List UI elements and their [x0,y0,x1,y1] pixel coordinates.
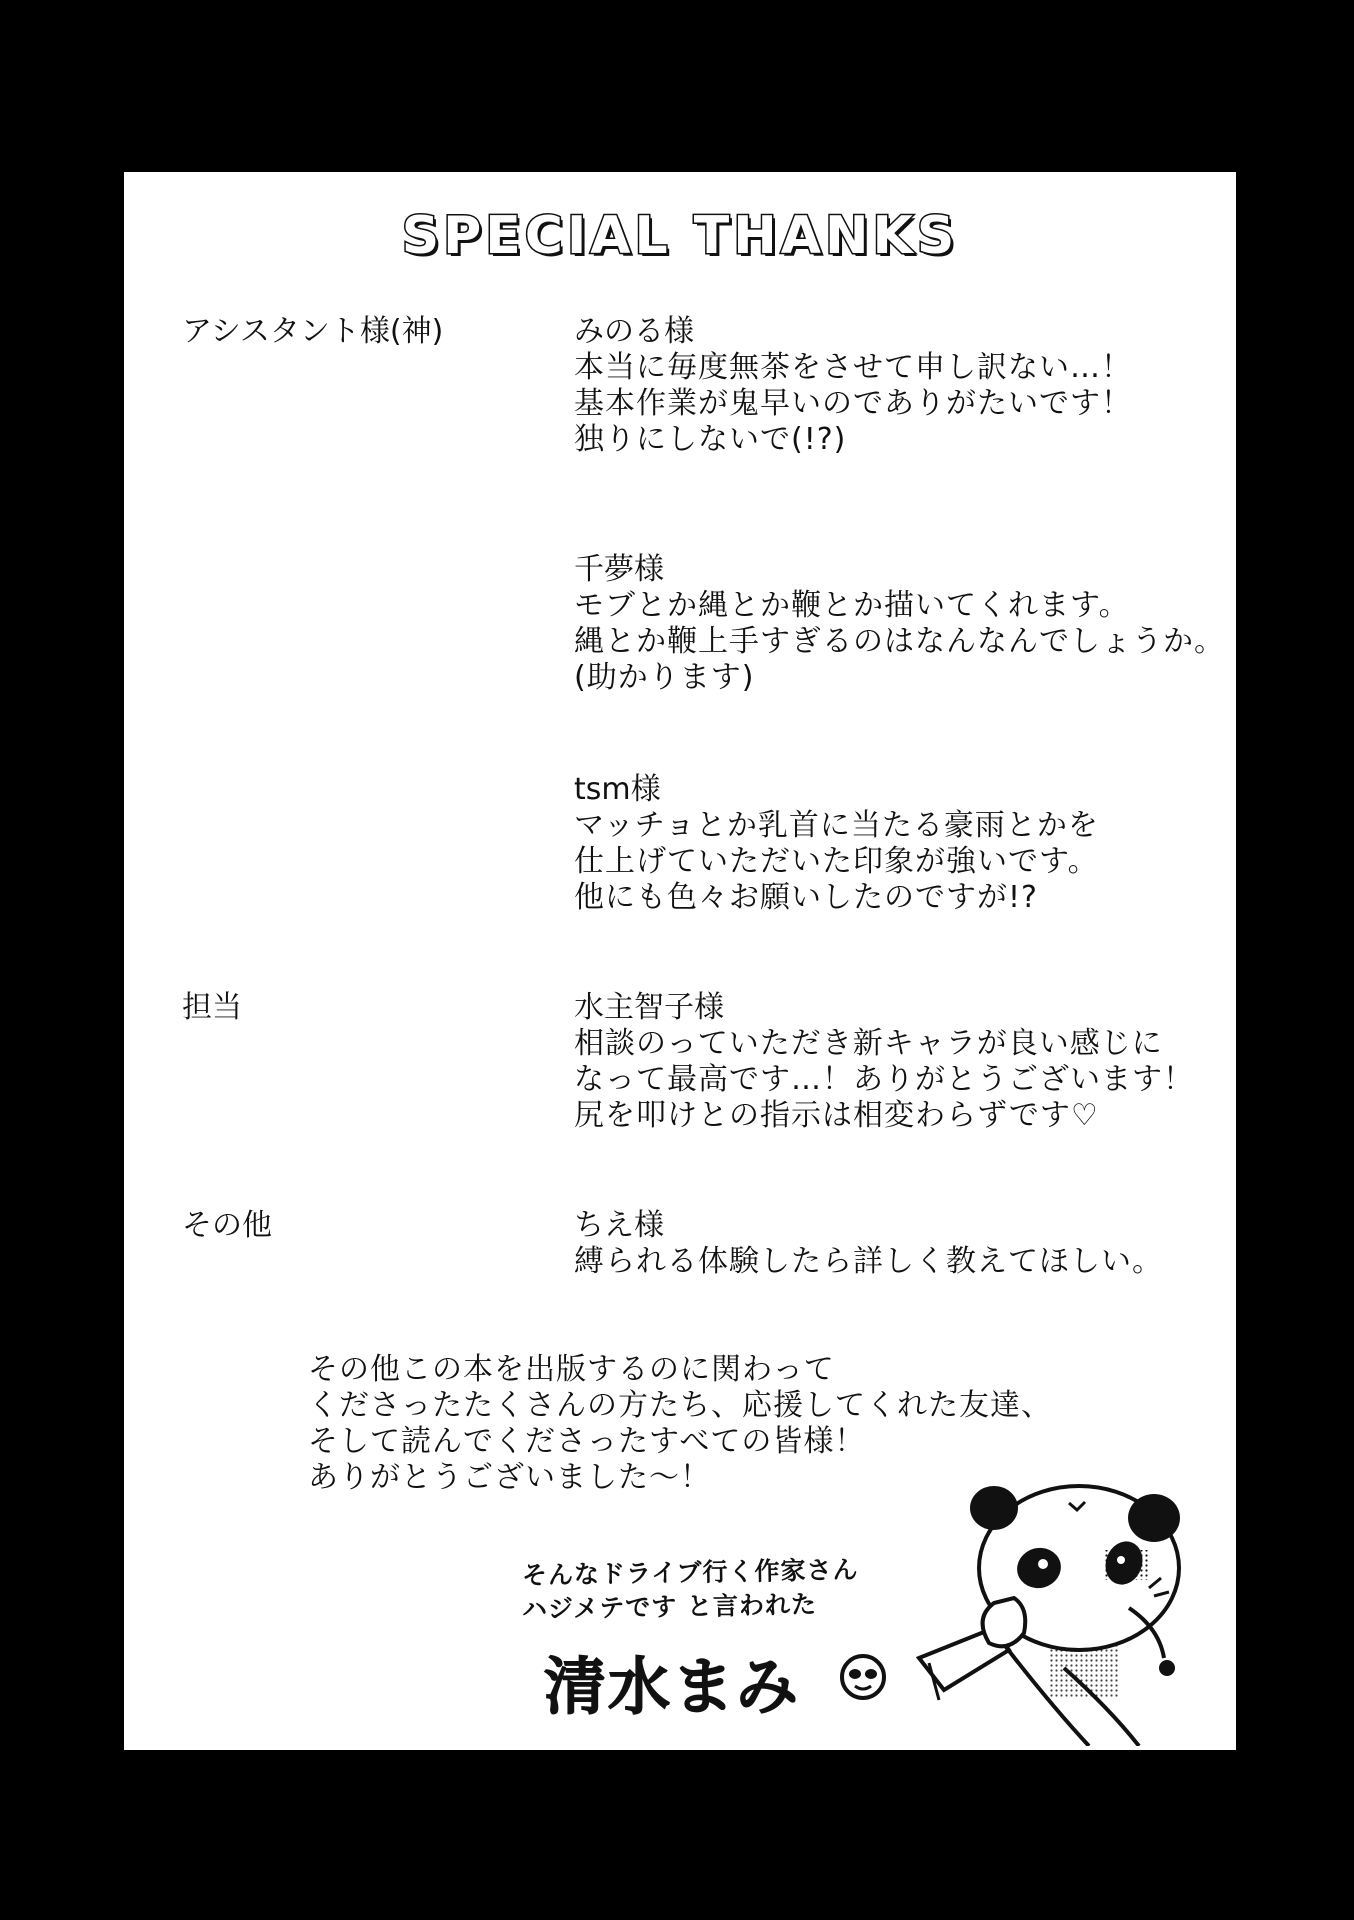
credit-line: 縄とか鞭上手すぎるのはなんなんでしょうか。 [574,624,1225,659]
credit-line: モブとか縄とか鞭とか描いてくれます。 [574,588,1130,623]
credit-line: 基本作業が鬼早いのでありがたいです！ [574,386,1132,421]
signoff-line: ハジメテです と言われた [521,1589,818,1624]
credit-name: 水主智子様 [574,990,724,1025]
panda-mascot-icon [899,1468,1229,1746]
credit-line: なって最高です…！ありがとうございます！ [574,1062,1194,1097]
credit-line: 独りにしないで(!?) [574,422,847,457]
role-editor: 担当 [182,990,242,1025]
credit-entry-editor [574,990,1224,1134]
credit-line: マッチョとか乳首に当たる豪雨とかを [574,808,1099,843]
closing-line: そして読んでくださったすべての皆様！ [308,1424,866,1459]
credit-entry-tsm [574,772,1224,916]
panda-face-icon [838,1652,888,1702]
author-signature: 清水まみ [544,1650,801,1723]
credit-name: 千夢様 [574,552,664,587]
credit-line: 縛られる体験したら詳しく教えてほしい。 [574,1244,1163,1279]
credit-line: 相談のっていただき新キャラが良い感じに [574,1026,1163,1061]
credit-entry-minoru [574,314,1224,458]
role-others: その他 [182,1208,272,1243]
credit-line: 仕上げていただいた印象が強いです。 [574,844,1099,879]
credit-entry-chiyume [574,552,1224,696]
role-assistant: アシスタント様(神) [182,314,444,349]
signoff-note [522,1556,859,1624]
credit-name: みのる様 [574,314,694,349]
credit-line: 本当に毎度無茶をさせて申し訳ない…！ [574,350,1132,385]
closing-line: その他この本を出版するのに関わって [308,1352,835,1387]
credit-name: ちえ様 [574,1208,664,1243]
credit-name: tsm様 [574,772,661,807]
credit-line: (助かります) [574,660,755,695]
signoff-line: そんなドライブ行く作家さん [521,1555,859,1590]
page-sheet [124,172,1236,1750]
page-title: SPECIAL THANKS [401,206,959,266]
closing-line: くださったたくさんの方たち、応援してくれた友達、 [308,1388,1052,1423]
credit-entry-chie [574,1208,1224,1280]
credit-line: 尻を叩けとの指示は相変わらずです♡ [574,1098,1099,1133]
closing-line: ありがとうございました〜！ [308,1460,711,1495]
credit-line: 他にも色々お願いしたのですが!? [574,880,1038,915]
